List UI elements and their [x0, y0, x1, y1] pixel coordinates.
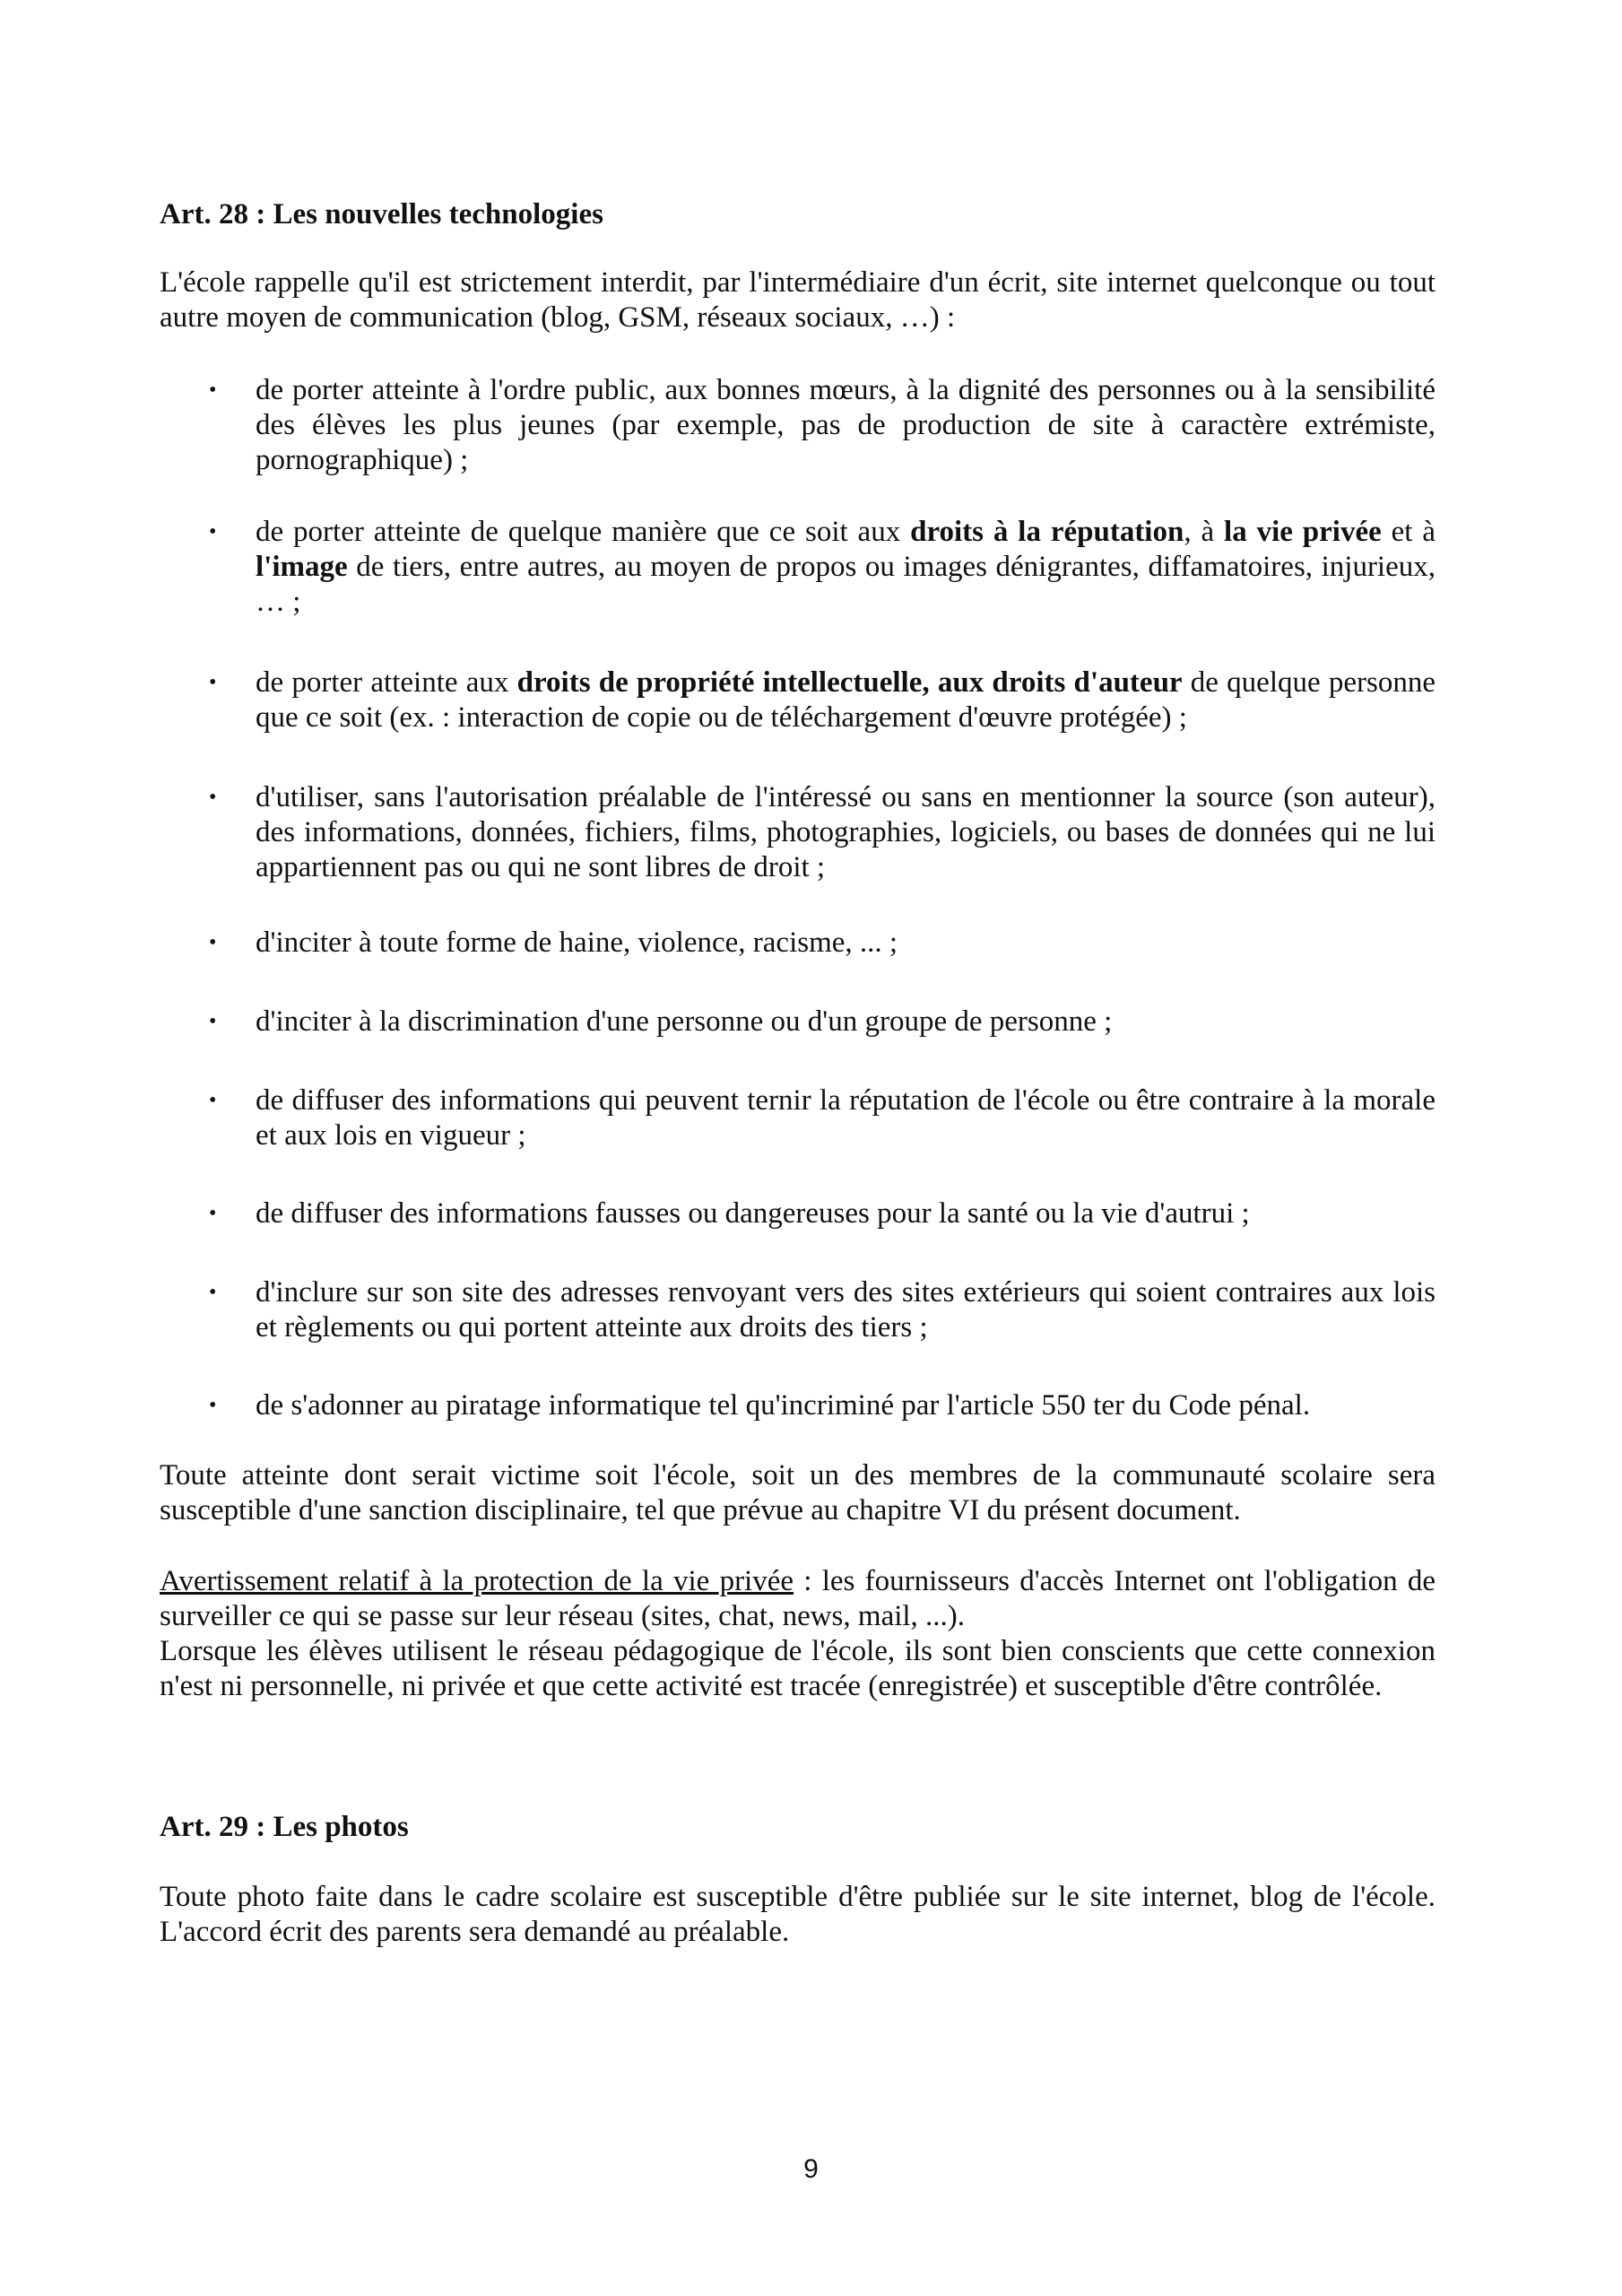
bullet-text: de porter atteinte aux — [256, 666, 517, 699]
bullet-text: de s'adonner au piratage informatique tel qu'incriminé par l'article 550 ter du Code pénal. — [256, 1389, 1311, 1422]
bullet-glyph: • — [209, 931, 217, 954]
bullet-text: de tiers, entre autres, au moyen de propos ou images dénigrantes, diffamatoires, injurieux, … ; — [256, 551, 1436, 618]
bullet-text: de porter atteinte à l'ordre public, aux bonnes mœurs, à la dignité des personnes ou à la sensibilité des élèves les plus jeunes (par exemple, pas de production de site à caractère extrémiste, pornographique) ; — [256, 374, 1436, 476]
bullet-glyph: • — [209, 520, 217, 544]
art28-intro: L'école rappelle qu'il est strictement interdit, par l'intermédiaire d'un écrit, site internet quelconque ou tout autre moyen de communication (blog, GSM, réseaux sociaux, …) : — [160, 266, 1436, 334]
bullet-item — [160, 1388, 1436, 1423]
bullet-glyph: • — [209, 1010, 217, 1033]
bullet-text: d'utiliser, sans l'autorisation préalable de l'intéressé ou sans en mentionner la source (son auteur), des informations, données, fichiers, films, photographies, logiciels, ou bases de données qui ne lui appartiennent pas ou qui ne sont libres de droit ; — [256, 781, 1436, 883]
bullet-text: d'inciter à toute forme de haine, violence, racisme, ... ; — [256, 926, 898, 959]
bullet-glyph: • — [209, 1394, 217, 1417]
art28-title: Art. 28 : Les nouvelles technologies — [160, 198, 603, 230]
bullet-bold-text: droits de propriété intellectuelle, aux droits d'auteur — [516, 666, 1183, 699]
bullet-bold-text: la vie privée — [1224, 516, 1382, 548]
page-number: 9 — [803, 2154, 819, 2184]
bullet-item — [160, 1196, 1436, 1231]
bullet-text: de porter atteinte de quelque manière que ce soit aux — [256, 516, 911, 548]
bullet-item — [160, 926, 1436, 961]
bullet-item — [160, 1083, 1436, 1153]
network-paragraph: Lorsque les élèves utilisent le réseau pédagogique de l'école, ils sont bien conscients que cette connexion n'est ni personnelle, ni privée et que cette activité est tracée (enregistrée) et susceptible d'être contrôlée. — [160, 1635, 1436, 1702]
sanction-paragraph: Toute atteinte dont serait victime soit l'école, soit un des membres de la communauté scolaire sera susceptible d'une sanction disciplinaire, tel que prévue au chapitre VI du présent document. — [160, 1459, 1436, 1526]
bullet-bold-text: droits à la réputation — [910, 516, 1184, 548]
bullet-bold-text: l'image — [256, 551, 348, 583]
bullet-glyph: • — [209, 671, 217, 694]
bullet-glyph: • — [209, 1281, 217, 1304]
bullet-glyph: • — [209, 1089, 217, 1112]
privacy-warning-paragraph — [160, 1564, 1436, 1634]
bullet-item — [160, 1275, 1436, 1345]
bullet-glyph: • — [209, 378, 217, 402]
bullet-text: , à — [1184, 516, 1225, 548]
bullet-glyph: • — [209, 1202, 217, 1225]
privacy-warning-label: Avertissement relatif à la protection de la vie privée — [160, 1565, 794, 1597]
bullet-item — [160, 373, 1436, 478]
bullet-text: d'inciter à la discrimination d'une personne ou d'un groupe de personne ; — [256, 1005, 1113, 1038]
bullet-text: de diffuser des informations fausses ou dangereuses pour la santé ou la vie d'autrui ; — [256, 1197, 1250, 1230]
bullet-text: de quelque personne que ce soit (ex. : interaction de copie ou de téléchargement d'œuvre protégée) ; — [256, 666, 1436, 734]
bullet-text: d'inclure sur son site des adresses renvoyant vers des sites extérieurs qui soient contraires aux lois et règlements ou qui portent atteinte aux droits des tiers ; — [256, 1276, 1436, 1344]
bullet-item — [160, 780, 1436, 885]
bullet-text: et à — [1381, 516, 1436, 548]
bullet-item — [160, 515, 1436, 620]
bullet-glyph: • — [209, 786, 217, 809]
bullet-item — [160, 1004, 1436, 1039]
art29-paragraph: Toute photo faite dans le cadre scolaire est susceptible d'être publiée sur le site internet, blog de l'école. L'accord écrit des parents sera demandé au préalable. — [160, 1881, 1436, 1948]
bullet-item — [160, 665, 1436, 735]
privacy-warning-text: : les fournisseurs d'accès Internet ont l'obligation de surveiller ce qui se passe sur leur réseau (sites, chat, news, mail, ...). — [160, 1565, 1436, 1632]
art29-title: Art. 29 : Les photos — [160, 1811, 409, 1843]
bullet-text: de diffuser des informations qui peuvent ternir la réputation de l'école ou être contraire à la morale et aux lois en vigueur ; — [256, 1084, 1436, 1152]
